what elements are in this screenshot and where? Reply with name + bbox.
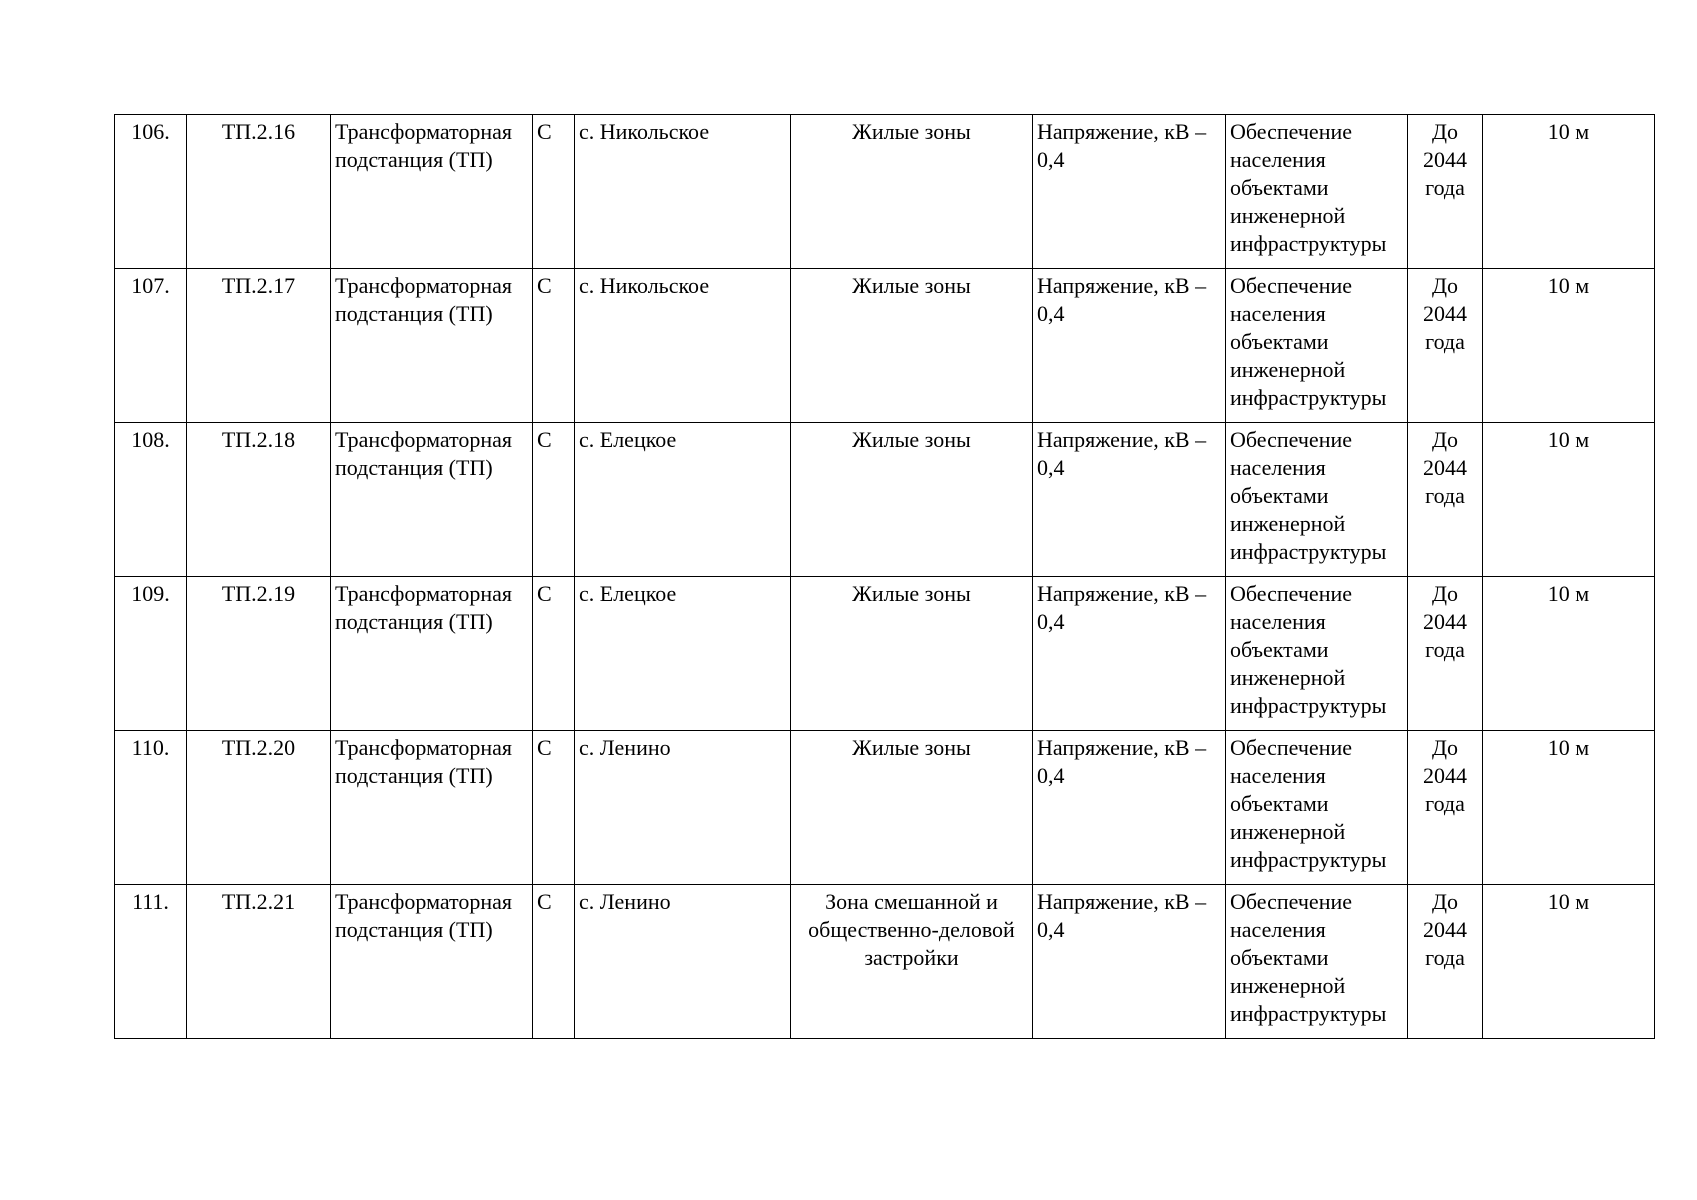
functional-zone-cell: Зона смешанной и общественно-деловой застройки <box>791 885 1033 1039</box>
location-cell: с. Никольское <box>575 115 791 269</box>
protection-zone-cell: 10 м <box>1483 731 1655 885</box>
functional-zone-cell: Жилые зоны <box>791 115 1033 269</box>
purpose-cell: Обеспечение населения объектами инженерной инфраструктуры <box>1226 423 1408 577</box>
object-name-cell: Трансформаторная подстанция (ТП) <box>331 885 533 1039</box>
facilities-table <box>114 114 1655 1039</box>
row-number-cell: 108. <box>115 423 187 577</box>
protection-zone-cell: 10 м <box>1483 577 1655 731</box>
purpose-cell: Обеспечение населения объектами инженерной инфраструктуры <box>1226 731 1408 885</box>
location-cell: с. Елецкое <box>575 577 791 731</box>
table-row <box>115 269 1655 423</box>
purpose-cell: Обеспечение населения объектами инженерной инфраструктуры <box>1226 269 1408 423</box>
row-number-cell: 107. <box>115 269 187 423</box>
location-cell: с. Ленино <box>575 885 791 1039</box>
functional-zone-cell: Жилые зоны <box>791 577 1033 731</box>
deadline-cell: До 2044 года <box>1408 269 1483 423</box>
object-code-cell: ТП.2.19 <box>187 577 331 731</box>
deadline-cell: До 2044 года <box>1408 885 1483 1039</box>
protection-zone-cell: 10 м <box>1483 269 1655 423</box>
object-type-cell: С <box>533 577 575 731</box>
location-cell: с. Ленино <box>575 731 791 885</box>
object-code-cell: ТП.2.21 <box>187 885 331 1039</box>
protection-zone-cell: 10 м <box>1483 885 1655 1039</box>
object-type-cell: С <box>533 885 575 1039</box>
functional-zone-cell: Жилые зоны <box>791 731 1033 885</box>
object-type-cell: С <box>533 115 575 269</box>
deadline-cell: До 2044 года <box>1408 115 1483 269</box>
purpose-cell: Обеспечение населения объектами инженерной инфраструктуры <box>1226 115 1408 269</box>
object-name-cell: Трансформаторная подстанция (ТП) <box>331 577 533 731</box>
object-code-cell: ТП.2.18 <box>187 423 331 577</box>
characteristics-cell: Напряжение, кВ – 0,4 <box>1033 423 1226 577</box>
object-name-cell: Трансформаторная подстанция (ТП) <box>331 269 533 423</box>
characteristics-cell: Напряжение, кВ – 0,4 <box>1033 731 1226 885</box>
object-code-cell: ТП.2.16 <box>187 115 331 269</box>
table-row <box>115 115 1655 269</box>
table-row <box>115 423 1655 577</box>
characteristics-cell: Напряжение, кВ – 0,4 <box>1033 269 1226 423</box>
characteristics-cell: Напряжение, кВ – 0,4 <box>1033 577 1226 731</box>
object-name-cell: Трансформаторная подстанция (ТП) <box>331 115 533 269</box>
location-cell: с. Елецкое <box>575 423 791 577</box>
deadline-cell: До 2044 года <box>1408 577 1483 731</box>
object-code-cell: ТП.2.20 <box>187 731 331 885</box>
table-row <box>115 731 1655 885</box>
row-number-cell: 110. <box>115 731 187 885</box>
protection-zone-cell: 10 м <box>1483 423 1655 577</box>
purpose-cell: Обеспечение населения объектами инженерной инфраструктуры <box>1226 885 1408 1039</box>
object-code-cell: ТП.2.17 <box>187 269 331 423</box>
row-number-cell: 109. <box>115 577 187 731</box>
row-number-cell: 106. <box>115 115 187 269</box>
purpose-cell: Обеспечение населения объектами инженерной инфраструктуры <box>1226 577 1408 731</box>
functional-zone-cell: Жилые зоны <box>791 423 1033 577</box>
deadline-cell: До 2044 года <box>1408 423 1483 577</box>
object-type-cell: С <box>533 269 575 423</box>
table-row <box>115 577 1655 731</box>
deadline-cell: До 2044 года <box>1408 731 1483 885</box>
table-row <box>115 885 1655 1039</box>
table-body <box>115 115 1655 1039</box>
row-number-cell: 111. <box>115 885 187 1039</box>
characteristics-cell: Напряжение, кВ – 0,4 <box>1033 115 1226 269</box>
characteristics-cell: Напряжение, кВ – 0,4 <box>1033 885 1226 1039</box>
object-name-cell: Трансформаторная подстанция (ТП) <box>331 731 533 885</box>
protection-zone-cell: 10 м <box>1483 115 1655 269</box>
object-type-cell: С <box>533 731 575 885</box>
location-cell: с. Никольское <box>575 269 791 423</box>
functional-zone-cell: Жилые зоны <box>791 269 1033 423</box>
object-name-cell: Трансформаторная подстанция (ТП) <box>331 423 533 577</box>
object-type-cell: С <box>533 423 575 577</box>
